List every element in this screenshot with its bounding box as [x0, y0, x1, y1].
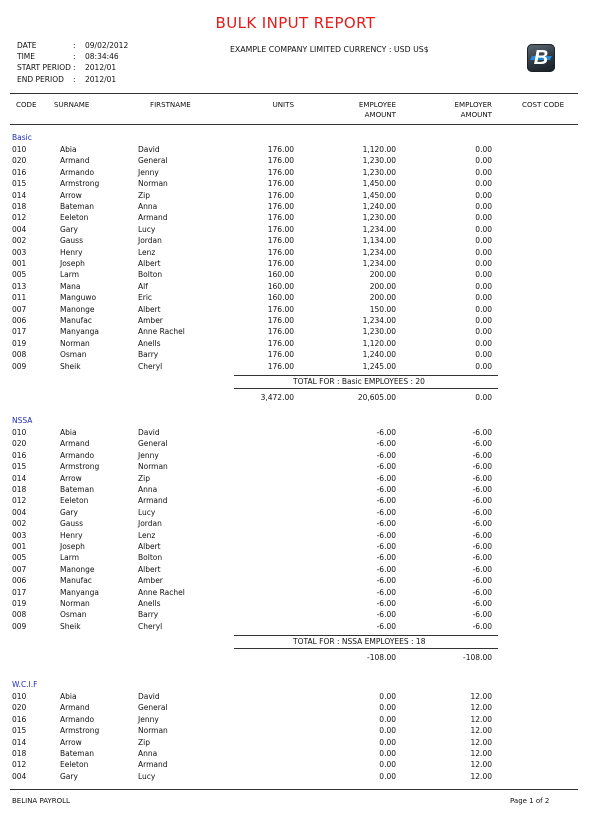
- cell-code: 004: [12, 224, 27, 234]
- cell-firstname: Armand: [138, 213, 168, 223]
- page-indicator: Page 1 of 2: [510, 797, 550, 805]
- cell-employer-amount: -6.00: [472, 507, 492, 517]
- cell-surname: Armand: [60, 439, 90, 449]
- cell-firstname: Anne Rachel: [138, 327, 185, 337]
- meta-separator: :: [73, 41, 76, 50]
- cell-employer-amount: -6.00: [472, 519, 492, 529]
- cell-firstname: David: [138, 145, 160, 154]
- section-title: Basic: [12, 133, 32, 142]
- total-employer-amount: 0.00: [475, 393, 492, 402]
- cell-code: 014: [12, 737, 27, 747]
- col-firstname: FIRSTNAME: [150, 100, 191, 109]
- cell-firstname: David: [138, 428, 160, 437]
- cell-employee-amount: 150.00: [369, 304, 396, 314]
- cell-units: 176.00: [267, 304, 294, 314]
- cell-employee-amount: -6.00: [376, 621, 396, 631]
- cell-employer-amount: -6.00: [472, 564, 492, 574]
- cell-surname: Gary: [60, 224, 78, 234]
- cell-firstname: Zip: [138, 190, 150, 200]
- cell-employee-amount: -6.00: [376, 542, 396, 551]
- cell-surname: Gauss: [60, 519, 83, 529]
- cell-units: 176.00: [267, 224, 294, 234]
- total-units: 3,472.00: [260, 393, 294, 402]
- section-title: NSSA: [12, 416, 33, 425]
- cell-employer-amount: 0.00: [475, 350, 492, 360]
- cell-surname: Manufac: [60, 576, 92, 586]
- total-bottom-rule: [234, 388, 498, 389]
- cell-firstname: Barry: [138, 350, 159, 360]
- cell-surname: Bateman: [60, 749, 94, 758]
- cell-employer-amount: 0.00: [475, 338, 492, 348]
- cell-employee-amount: 0.00: [379, 749, 396, 758]
- cell-employee-amount: -6.00: [376, 610, 396, 620]
- cell-surname: Armando: [60, 714, 95, 724]
- cell-employer-amount: 12.00: [470, 726, 492, 736]
- cell-employer-amount: 0.00: [475, 213, 492, 223]
- cell-employee-amount: 1,234.00: [362, 316, 396, 325]
- cell-firstname: Jenny: [138, 714, 159, 724]
- cell-employee-amount: 0.00: [379, 737, 396, 747]
- cell-employer-amount: -6.00: [472, 621, 492, 631]
- cell-code: 019: [12, 338, 27, 348]
- cell-firstname: Amber: [138, 316, 163, 325]
- total-employer-amount: -108.00: [463, 653, 492, 663]
- cell-employee-amount: 0.00: [379, 692, 396, 701]
- cell-surname: Sheik: [60, 361, 81, 371]
- cell-employee-amount: 200.00: [369, 281, 396, 291]
- cell-employer-amount: -6.00: [472, 530, 492, 540]
- cell-employee-amount: -6.00: [376, 428, 396, 437]
- cell-units: 176.00: [267, 202, 294, 211]
- cell-units: 176.00: [267, 350, 294, 360]
- cell-surname: Joseph: [60, 259, 85, 268]
- cell-surname: Manufac: [60, 316, 92, 325]
- cell-surname: Norman: [60, 599, 90, 608]
- cell-employer-amount: -6.00: [472, 587, 492, 597]
- cell-code: 009: [12, 621, 27, 631]
- meta-label: END PERIOD: [17, 74, 64, 84]
- cell-employee-amount: 1,450.00: [362, 179, 396, 189]
- cell-firstname: Norman: [138, 179, 168, 189]
- cell-firstname: Anna: [138, 202, 158, 211]
- cell-employee-amount: 0.00: [379, 703, 396, 713]
- cell-units: 176.00: [267, 236, 294, 246]
- cell-firstname: Lenz: [138, 530, 156, 540]
- cell-employer-amount: 0.00: [475, 327, 492, 337]
- cell-surname: Henry: [60, 530, 83, 540]
- cell-firstname: Anne Rachel: [138, 587, 185, 597]
- cell-units: 176.00: [267, 167, 294, 177]
- cell-employer-amount: 0.00: [475, 293, 492, 303]
- cell-units: 176.00: [267, 316, 294, 325]
- cell-units: 176.00: [267, 361, 294, 371]
- cell-code: 012: [12, 496, 27, 506]
- meta-value: 2012/01: [85, 63, 117, 73]
- cell-employee-amount: 200.00: [369, 270, 396, 280]
- company-currency-line: EXAMPLE COMPANY LIMITED CURRENCY : USD US$: [230, 45, 429, 54]
- cell-surname: Abia: [60, 692, 77, 701]
- cell-firstname: Barry: [138, 610, 159, 620]
- cell-code: 007: [12, 564, 27, 574]
- cell-code: 020: [12, 439, 27, 449]
- cell-employee-amount: -6.00: [376, 462, 396, 472]
- cell-employer-amount: 12.00: [470, 714, 492, 724]
- cell-code: 019: [12, 599, 27, 608]
- cell-employee-amount: 1,120.00: [362, 145, 396, 154]
- cell-surname: Osman: [60, 610, 87, 620]
- cell-employer-amount: -6.00: [472, 599, 492, 608]
- cell-firstname: Norman: [138, 726, 168, 736]
- cell-surname: Armstrong: [60, 726, 100, 736]
- cell-firstname: Lucy: [138, 507, 156, 517]
- cell-surname: Armando: [60, 167, 95, 177]
- cell-surname: Abia: [60, 428, 77, 437]
- cell-employer-amount: 0.00: [475, 247, 492, 257]
- cell-units: 176.00: [267, 338, 294, 348]
- meta-label: TIME: [17, 52, 36, 62]
- cell-code: 006: [12, 576, 27, 586]
- cell-employer-amount: -6.00: [472, 473, 492, 483]
- cell-firstname: Anna: [138, 485, 158, 494]
- cell-code: 001: [12, 542, 27, 551]
- cell-firstname: Zip: [138, 473, 150, 483]
- meta-label: START PERIOD: [17, 63, 71, 73]
- cell-employee-amount: -6.00: [376, 450, 396, 460]
- cell-employee-amount: -6.00: [376, 439, 396, 449]
- cell-employer-amount: 0.00: [475, 316, 492, 325]
- cell-firstname: David: [138, 692, 160, 701]
- cell-code: 001: [12, 259, 27, 268]
- cell-firstname: Lucy: [138, 224, 156, 234]
- cell-surname: Armando: [60, 450, 95, 460]
- cell-surname: Norman: [60, 338, 90, 348]
- cell-surname: Armstrong: [60, 179, 100, 189]
- cell-employer-amount: 0.00: [475, 167, 492, 177]
- meta-value: 2012/01: [85, 74, 117, 84]
- cell-firstname: General: [138, 703, 168, 713]
- cell-surname: Gary: [60, 771, 78, 781]
- cell-employee-amount: 0.00: [379, 726, 396, 736]
- cell-employer-amount: 12.00: [470, 749, 492, 758]
- cell-employer-amount: 0.00: [475, 270, 492, 280]
- cell-surname: Manguwo: [60, 293, 97, 303]
- cell-code: 004: [12, 507, 27, 517]
- cell-employee-amount: -6.00: [376, 519, 396, 529]
- cell-employer-amount: -6.00: [472, 542, 492, 551]
- cell-firstname: Albert: [138, 259, 161, 268]
- cell-firstname: Jordan: [138, 236, 162, 246]
- cell-surname: Abia: [60, 145, 77, 154]
- cell-employer-amount: -6.00: [472, 485, 492, 494]
- cell-employee-amount: 1,245.00: [362, 361, 396, 371]
- cell-code: 002: [12, 519, 27, 529]
- cell-units: 160.00: [267, 270, 294, 280]
- cell-employee-amount: 1,134.00: [362, 236, 396, 246]
- section-total-label: TOTAL FOR : Basic EMPLOYEES : 20: [293, 377, 425, 386]
- cell-units: 176.00: [267, 213, 294, 223]
- cell-surname: Mana: [60, 281, 81, 291]
- cell-surname: Arrow: [60, 737, 82, 747]
- cell-firstname: Albert: [138, 304, 161, 314]
- cell-surname: Osman: [60, 350, 87, 360]
- cell-employee-amount: 1,234.00: [362, 224, 396, 234]
- meta-separator: :: [73, 63, 76, 73]
- cell-code: 002: [12, 236, 27, 246]
- cell-surname: Henry: [60, 247, 83, 257]
- cell-firstname: Eric: [138, 293, 153, 303]
- cell-surname: Sheik: [60, 621, 81, 631]
- cell-employee-amount: -6.00: [376, 599, 396, 608]
- meta-separator: :: [73, 74, 76, 84]
- cell-units: 176.00: [267, 259, 294, 268]
- cell-code: 018: [12, 749, 27, 758]
- cell-employer-amount: 12.00: [470, 771, 492, 781]
- cell-surname: Manonge: [60, 564, 95, 574]
- cell-employee-amount: -6.00: [376, 530, 396, 540]
- cell-surname: Eeleton: [60, 760, 89, 770]
- cell-firstname: Albert: [138, 542, 161, 551]
- total-bottom-rule: [234, 648, 498, 649]
- cell-employer-amount: -6.00: [472, 496, 492, 506]
- cell-employee-amount: -6.00: [376, 507, 396, 517]
- cell-employee-amount: 1,120.00: [362, 338, 396, 348]
- cell-employer-amount: 0.00: [475, 224, 492, 234]
- cell-code: 018: [12, 202, 27, 211]
- cell-code: 007: [12, 304, 27, 314]
- meta-value: 09/02/2012: [85, 41, 129, 50]
- cell-firstname: Zip: [138, 737, 150, 747]
- cell-employee-amount: -6.00: [376, 496, 396, 506]
- cell-employee-amount: 1,230.00: [362, 156, 396, 166]
- cell-employee-amount: -6.00: [376, 564, 396, 574]
- cell-employer-amount: 12.00: [470, 703, 492, 713]
- cell-employee-amount: 1,234.00: [362, 259, 396, 268]
- col-employee-amount-1: EMPLOYEE: [358, 100, 396, 109]
- cell-code: 005: [12, 270, 27, 280]
- cell-code: 011: [12, 293, 27, 303]
- cell-employer-amount: 0.00: [475, 202, 492, 211]
- cell-surname: Gary: [60, 507, 78, 517]
- cell-employer-amount: 12.00: [470, 692, 492, 701]
- cell-employee-amount: 1,240.00: [362, 202, 396, 211]
- cell-code: 016: [12, 450, 27, 460]
- cell-surname: Bateman: [60, 485, 94, 494]
- cell-surname: Arrow: [60, 473, 82, 483]
- cell-code: 003: [12, 247, 27, 257]
- cell-firstname: Cheryl: [138, 361, 163, 371]
- cell-code: 013: [12, 281, 27, 291]
- belina-logo-icon: B: [527, 44, 555, 72]
- cell-employee-amount: 1,450.00: [362, 190, 396, 200]
- cell-firstname: Anells: [138, 599, 161, 608]
- cell-employer-amount: 0.00: [475, 179, 492, 189]
- cell-employer-amount: -6.00: [472, 439, 492, 449]
- cell-employer-amount: 12.00: [470, 737, 492, 747]
- cell-surname: Manyanga: [60, 327, 99, 337]
- cell-employer-amount: -6.00: [472, 462, 492, 472]
- cell-surname: Manyanga: [60, 587, 99, 597]
- cell-code: 005: [12, 553, 27, 563]
- cell-units: 176.00: [267, 190, 294, 200]
- cell-employer-amount: 0.00: [475, 190, 492, 200]
- cell-firstname: Cheryl: [138, 621, 163, 631]
- cell-employee-amount: -6.00: [376, 485, 396, 494]
- cell-code: 012: [12, 760, 27, 770]
- cell-employer-amount: 0.00: [475, 304, 492, 314]
- cell-employer-amount: 0.00: [475, 236, 492, 246]
- cell-surname: Gauss: [60, 236, 83, 246]
- col-units: UNITS: [272, 100, 294, 109]
- col-code: CODE: [16, 100, 37, 109]
- total-employee-amount: -108.00: [367, 653, 396, 663]
- cell-firstname: Amber: [138, 576, 163, 586]
- cell-code: 012: [12, 213, 27, 223]
- cell-employee-amount: 0.00: [379, 714, 396, 724]
- cell-firstname: Albert: [138, 564, 161, 574]
- cell-employer-amount: 0.00: [475, 145, 492, 154]
- footer-left: BELINA PAYROLL: [12, 797, 70, 805]
- cell-firstname: Jordan: [138, 519, 162, 529]
- cell-code: 016: [12, 714, 27, 724]
- header-top-rule: [10, 93, 578, 94]
- cell-firstname: Lenz: [138, 247, 156, 257]
- col-employer-amount-2: AMOUNT: [460, 110, 492, 119]
- cell-surname: Armand: [60, 156, 90, 166]
- cell-employee-amount: 200.00: [369, 293, 396, 303]
- cell-firstname: Jenny: [138, 167, 159, 177]
- cell-employer-amount: -6.00: [472, 553, 492, 563]
- cell-surname: Eeleton: [60, 213, 89, 223]
- cell-units: 176.00: [267, 327, 294, 337]
- cell-code: 009: [12, 361, 27, 371]
- cell-employer-amount: -6.00: [472, 610, 492, 620]
- cell-employer-amount: 12.00: [470, 760, 492, 770]
- cell-units: 176.00: [267, 179, 294, 189]
- cell-surname: Joseph: [60, 542, 85, 551]
- cell-code: 015: [12, 726, 27, 736]
- cell-firstname: Alf: [138, 281, 148, 291]
- cell-employee-amount: 1,230.00: [362, 327, 396, 337]
- cell-employer-amount: 0.00: [475, 259, 492, 268]
- cell-code: 003: [12, 530, 27, 540]
- cell-employee-amount: 0.00: [379, 771, 396, 781]
- cell-employee-amount: 1,240.00: [362, 350, 396, 360]
- cell-firstname: Bolton: [138, 553, 163, 563]
- cell-code: 017: [12, 327, 27, 337]
- cell-firstname: Jenny: [138, 450, 159, 460]
- section-title: W.C.I.F: [12, 680, 38, 689]
- cell-firstname: Armand: [138, 496, 168, 506]
- cell-firstname: General: [138, 156, 168, 166]
- cell-surname: Armand: [60, 703, 90, 713]
- cell-firstname: Norman: [138, 462, 168, 472]
- col-cost-code: COST CODE: [522, 100, 565, 109]
- cell-employer-amount: 0.00: [475, 156, 492, 166]
- cell-employee-amount: -6.00: [376, 473, 396, 483]
- cell-code: 010: [12, 428, 27, 437]
- cell-surname: Armstrong: [60, 462, 100, 472]
- meta-value: 08:34:46: [85, 52, 119, 62]
- cell-code: 006: [12, 316, 27, 325]
- cell-code: 020: [12, 703, 27, 713]
- cell-employee-amount: -6.00: [376, 576, 396, 586]
- footer-rule: [10, 789, 578, 790]
- cell-code: 017: [12, 587, 27, 597]
- cell-employer-amount: -6.00: [472, 428, 492, 437]
- cell-code: 020: [12, 156, 27, 166]
- cell-employer-amount: 0.00: [475, 361, 492, 371]
- cell-surname: Eeleton: [60, 496, 89, 506]
- cell-code: 015: [12, 462, 27, 472]
- cell-employee-amount: 1,234.00: [362, 247, 396, 257]
- cell-firstname: Armand: [138, 760, 168, 770]
- cell-employer-amount: -6.00: [472, 450, 492, 460]
- cell-code: 010: [12, 145, 27, 154]
- cell-units: 160.00: [267, 293, 294, 303]
- header-bottom-rule: [10, 124, 578, 125]
- cell-employee-amount: 1,230.00: [362, 213, 396, 223]
- cell-employee-amount: 1,230.00: [362, 167, 396, 177]
- cell-employee-amount: 0.00: [379, 760, 396, 770]
- cell-code: 018: [12, 485, 27, 494]
- cell-surname: Arrow: [60, 190, 82, 200]
- cell-units: 176.00: [267, 247, 294, 257]
- cell-employer-amount: 0.00: [475, 281, 492, 291]
- cell-code: 016: [12, 167, 27, 177]
- meta-label: DATE: [17, 41, 37, 50]
- cell-surname: Manonge: [60, 304, 95, 314]
- col-surname: SURNAME: [54, 100, 90, 109]
- cell-surname: Larm: [60, 270, 80, 280]
- col-employer-amount-1: EMPLOYER: [454, 100, 492, 109]
- cell-employer-amount: -6.00: [472, 576, 492, 586]
- cell-code: 014: [12, 190, 27, 200]
- report-title: BULK INPUT REPORT: [215, 14, 376, 32]
- cell-code: 010: [12, 692, 27, 701]
- cell-employee-amount: -6.00: [376, 553, 396, 563]
- section-total-label: TOTAL FOR : NSSA EMPLOYEES : 18: [293, 637, 426, 647]
- cell-code: 004: [12, 771, 27, 781]
- col-employee-amount-2: AMOUNT: [364, 110, 396, 119]
- cell-firstname: Lucy: [138, 771, 156, 781]
- cell-code: 008: [12, 350, 27, 360]
- cell-firstname: Bolton: [138, 270, 163, 280]
- cell-firstname: Anna: [138, 749, 158, 758]
- cell-surname: Bateman: [60, 202, 94, 211]
- cell-units: 176.00: [267, 156, 294, 166]
- meta-separator: :: [73, 52, 76, 62]
- cell-code: 014: [12, 473, 27, 483]
- cell-code: 008: [12, 610, 27, 620]
- cell-code: 015: [12, 179, 27, 189]
- cell-firstname: General: [138, 439, 168, 449]
- cell-firstname: Anells: [138, 338, 161, 348]
- cell-employee-amount: -6.00: [376, 587, 396, 597]
- cell-units: 160.00: [267, 281, 294, 291]
- total-employee-amount: 20,605.00: [357, 393, 396, 402]
- cell-surname: Larm: [60, 553, 80, 563]
- cell-units: 176.00: [267, 145, 294, 154]
